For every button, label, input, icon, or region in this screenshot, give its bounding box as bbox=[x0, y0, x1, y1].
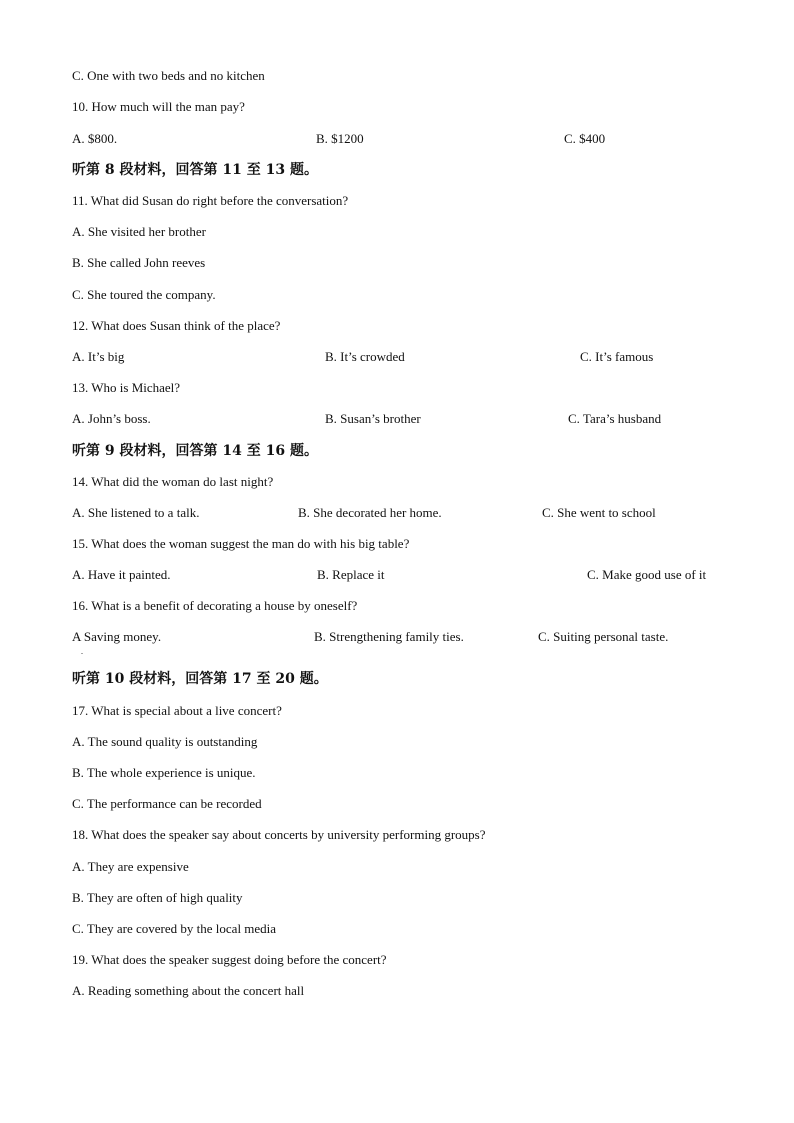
q19-option-a: A. Reading something about the concert hall bbox=[72, 983, 305, 998]
question-17: 17. What is special about a live concert? bbox=[72, 703, 282, 718]
q12-option-b: B. It’s crowded bbox=[325, 349, 405, 364]
question-12: 12. What does Susan think of the place? bbox=[72, 318, 281, 333]
stray-mark: . bbox=[81, 647, 83, 656]
question-19: 19. What does the speaker suggest doing before the concert? bbox=[72, 952, 387, 967]
q18-option-a: A. They are expensive bbox=[72, 859, 189, 874]
q11-option-c: C. She toured the company. bbox=[72, 287, 216, 302]
q10-option-b: B. $1200 bbox=[316, 131, 364, 146]
question-16: 16. What is a benefit of decorating a house by oneself? bbox=[72, 598, 358, 613]
q11-option-b: B. She called John reeves bbox=[72, 255, 206, 270]
q10-option-c: C. $400 bbox=[564, 131, 606, 146]
question-10: 10. How much will the man pay? bbox=[72, 99, 245, 114]
q15-option-b: B. Replace it bbox=[317, 567, 385, 582]
section-heading-9: 听第 9 段材料，回答第 14 至 16 题。 bbox=[72, 443, 318, 459]
q18-option-b: B. They are often of high quality bbox=[72, 890, 243, 905]
q16-option-c: C. Suiting personal taste. bbox=[538, 629, 669, 644]
question-14: 14. What did the woman do last night? bbox=[72, 474, 274, 489]
q17-option-c: C. The performance can be recorded bbox=[72, 796, 262, 811]
q13-option-b: B. Susan’s brother bbox=[325, 411, 421, 426]
q17-option-b: B. The whole experience is unique. bbox=[72, 765, 256, 780]
q14-option-c: C. She went to school bbox=[542, 505, 656, 520]
section-heading-10: 听第 10 段材料，回答第 17 至 20 题。 bbox=[72, 671, 328, 687]
section-heading-8: 听第 8 段材料，回答第 11 至 13 题。 bbox=[72, 162, 318, 178]
q13-option-c: C. Tara’s husband bbox=[568, 411, 662, 426]
q11-option-a: A. She visited her brother bbox=[72, 224, 206, 239]
question-13: 13. Who is Michael? bbox=[72, 380, 181, 395]
q17-option-a: A. The sound quality is outstanding bbox=[72, 734, 258, 749]
q12-option-c: C. It’s famous bbox=[580, 349, 654, 364]
q14-option-a: A. She listened to a talk. bbox=[72, 505, 200, 520]
question-15: 15. What does the woman suggest the man do with his big table? bbox=[72, 536, 410, 551]
q18-option-c: C. They are covered by the local media bbox=[72, 921, 277, 936]
q13-option-a: A. John’s boss. bbox=[72, 411, 151, 426]
q15-option-a: A. Have it painted. bbox=[72, 567, 171, 582]
question-18: 18. What does the speaker say about concerts by university performing groups? bbox=[72, 827, 486, 842]
q10-option-a: A. $800. bbox=[72, 131, 118, 146]
q12-option-a: A. It’s big bbox=[72, 349, 125, 364]
q15-option-c: C. Make good use of it bbox=[587, 567, 707, 582]
q14-option-b: B. She decorated her home. bbox=[298, 505, 442, 520]
q16-option-b: B. Strengthening family ties. bbox=[314, 629, 464, 644]
q16-option-a: A Saving money. bbox=[72, 629, 162, 644]
question-11: 11. What did Susan do right before the conversation? bbox=[72, 193, 349, 208]
q9-option-c: C. One with two beds and no kitchen bbox=[72, 68, 265, 83]
